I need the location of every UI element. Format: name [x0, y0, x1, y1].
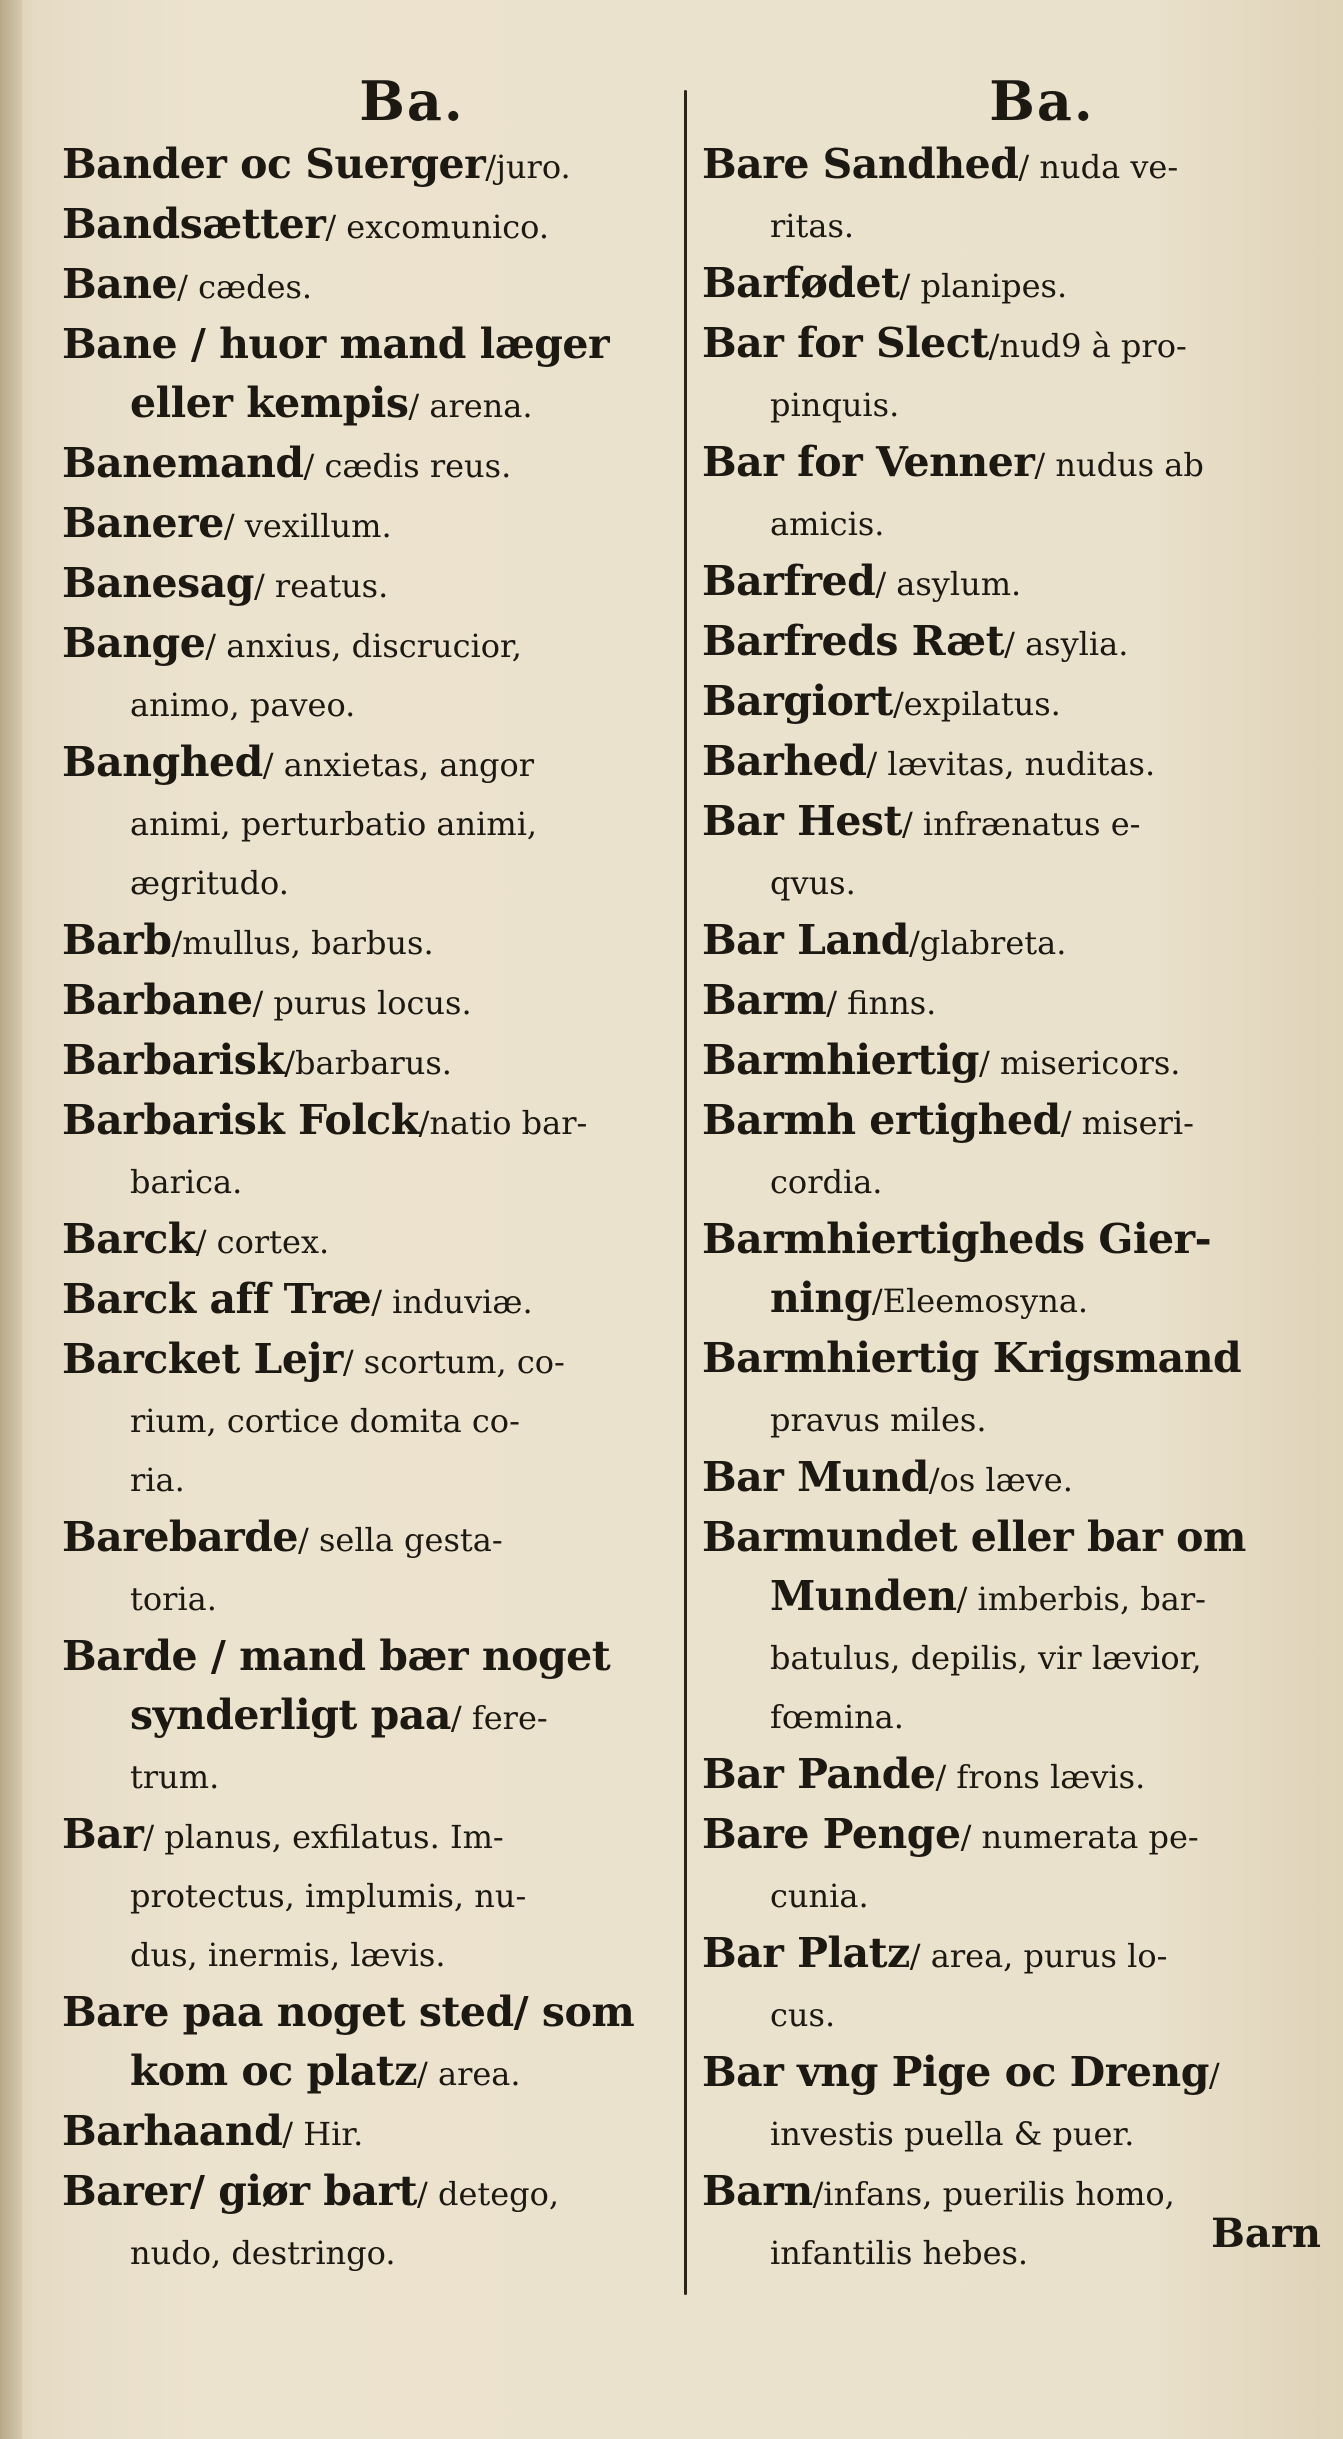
entry-first-line	[702, 611, 1322, 671]
headword: Bar Land	[702, 916, 909, 964]
translation: / scortum, co-	[342, 1343, 565, 1381]
headword: Bane	[62, 260, 178, 308]
headword: Bange	[62, 619, 206, 667]
dictionary-entry	[62, 1030, 682, 1090]
headword: Bar Mund	[702, 1453, 929, 1501]
entry-first-line	[702, 134, 1322, 194]
translation: /glabreta.	[908, 924, 1067, 962]
entry-continuation-line	[702, 492, 1322, 551]
right-column-header: Ba.	[989, 69, 1095, 133]
translation: / misericors.	[978, 1044, 1181, 1082]
headword-continuation: synderligt paa	[130, 1691, 451, 1739]
translation-continuation: cus.	[770, 1996, 836, 2034]
translation: /expilatus.	[892, 685, 1061, 723]
translation: /	[1208, 2056, 1220, 2094]
headword: Barbarisk	[62, 1036, 285, 1084]
headword: Bar for Venner	[702, 438, 1035, 486]
entry-first-line	[62, 1507, 682, 1567]
entry-first-line	[62, 1329, 682, 1389]
translation-continuation: /Eleemosyna.	[871, 1282, 1089, 1320]
entry-continuation-line	[702, 1150, 1322, 1209]
entry-continuation-line	[62, 851, 682, 910]
translation-continuation: protectus, implumis, nu-	[130, 1877, 527, 1915]
translation: / nuda ve-	[1018, 148, 1179, 186]
headword: Bar for Slect	[702, 319, 989, 367]
dictionary-entry	[62, 1982, 682, 2101]
entry-first-line	[62, 254, 682, 314]
dictionary-entry	[702, 1090, 1322, 1209]
dictionary-entry	[702, 1030, 1322, 1090]
dictionary-entry	[62, 134, 682, 194]
dictionary-entry	[702, 1447, 1322, 1507]
translation-continuation: pinquis.	[770, 386, 900, 424]
entry-first-line	[702, 731, 1322, 791]
headword: Barfødet	[702, 259, 900, 307]
translation: /nud9 à pro-	[988, 327, 1187, 365]
headword: Barde / mand bær noget	[62, 1632, 611, 1680]
dictionary-entry	[62, 613, 682, 732]
translation: / Hir.	[282, 2115, 364, 2153]
translation: / cortex.	[195, 1223, 330, 1261]
dictionary-entry	[702, 1744, 1322, 1804]
entry-first-line	[702, 2042, 1322, 2102]
entry-continuation-line	[62, 1448, 682, 1507]
entry-continuation-line	[62, 1150, 682, 1209]
headword: Bar Pande	[702, 1750, 936, 1798]
entry-first-line	[702, 253, 1322, 313]
translation-continuation: barica.	[130, 1163, 243, 1201]
entry-continuation-line	[62, 1686, 682, 1745]
translation-continuation: qvus.	[770, 864, 856, 902]
entry-continuation-line	[702, 1388, 1322, 1447]
translation: / vexillum.	[223, 507, 392, 545]
translation-continuation: fœmina.	[770, 1698, 904, 1736]
entry-first-line	[702, 791, 1322, 851]
headword-continuation: Munden	[770, 1572, 957, 1620]
entry-continuation-line	[702, 373, 1322, 432]
entry-first-line	[62, 2161, 682, 2221]
translation-continuation: ria.	[130, 1461, 185, 1499]
translation-continuation: dus, inermis, lævis.	[130, 1936, 446, 1974]
left-column	[62, 70, 682, 2280]
translation: / reatus.	[253, 567, 389, 605]
headword: Barfred	[702, 557, 876, 605]
headword: Barhaand	[62, 2107, 283, 2155]
dictionary-entry	[62, 553, 682, 613]
dictionary-entry	[702, 2042, 1322, 2161]
translation: / planus, exfilatus. Im-	[143, 1818, 504, 1856]
dictionary-entry	[702, 1209, 1322, 1328]
entry-first-line	[62, 970, 682, 1030]
headword: Barck	[62, 1215, 196, 1263]
headword: Barb	[62, 916, 172, 964]
headword: Barm	[702, 976, 827, 1024]
entry-continuation-line	[62, 1567, 682, 1626]
headword: Barmundet eller bar om	[702, 1513, 1246, 1561]
headword: Bare Sandhed	[702, 140, 1019, 188]
entry-continuation-line	[702, 1626, 1322, 1685]
dictionary-entry	[62, 314, 682, 433]
dictionary-entry	[702, 970, 1322, 1030]
dictionary-entry	[702, 1507, 1322, 1744]
entry-continuation-line	[62, 2042, 682, 2101]
dictionary-entry	[62, 493, 682, 553]
headword-continuation: eller kempis	[130, 379, 409, 427]
entry-first-line	[62, 134, 682, 194]
translation: /os læve.	[928, 1461, 1073, 1499]
headword: Barbarisk Folck	[62, 1096, 419, 1144]
dictionary-entry	[62, 1626, 682, 1804]
translation-continuation: nudo, destringo.	[130, 2234, 396, 2272]
headword: Bar Platz	[702, 1929, 910, 1977]
entry-continuation-line	[62, 792, 682, 851]
headword: Barck aff Træ	[62, 1275, 372, 1323]
entry-continuation-line	[702, 1269, 1322, 1328]
headword: Banesag	[62, 559, 254, 607]
translation: / miseri-	[1060, 1104, 1194, 1142]
translation-continuation: animi, perturbatio animi,	[130, 805, 538, 843]
entry-continuation-line	[702, 851, 1322, 910]
entry-first-line	[702, 1744, 1322, 1804]
left-entry-list	[62, 134, 682, 2280]
headword-continuation: kom oc platz	[130, 2047, 418, 2095]
entry-first-line	[62, 1804, 682, 1864]
entry-continuation-line	[62, 1864, 682, 1923]
translation: / finns.	[826, 984, 937, 1022]
headword: Bandsætter	[62, 200, 326, 248]
headword: Bare Penge	[702, 1810, 961, 1858]
entry-continuation-line	[62, 2221, 682, 2280]
dictionary-entry	[62, 970, 682, 1030]
entry-first-line	[702, 1209, 1322, 1269]
translation: /juro.	[485, 148, 571, 186]
dictionary-entry	[702, 432, 1322, 551]
entry-first-line	[702, 1447, 1322, 1507]
translation-continuation: pravus miles.	[770, 1401, 987, 1439]
headword: Bar vng Pige oc Dreng	[702, 2048, 1209, 2096]
entry-first-line	[702, 1090, 1322, 1150]
entry-first-line	[62, 2101, 682, 2161]
catchword: Barn	[1211, 2210, 1321, 2257]
dictionary-entry	[62, 254, 682, 314]
page-gutter	[0, 0, 22, 2439]
translation-continuation: toria.	[130, 1580, 217, 1618]
dictionary-entry	[702, 791, 1322, 910]
dictionary-entry	[62, 1090, 682, 1209]
entry-first-line	[702, 313, 1322, 373]
headword: Barn	[702, 2167, 813, 2215]
entry-continuation-line	[62, 673, 682, 732]
headword: Banere	[62, 499, 224, 547]
dictionary-entry	[702, 551, 1322, 611]
translation-continuation: amicis.	[770, 505, 885, 543]
entry-first-line	[702, 970, 1322, 1030]
dictionary-entry	[62, 2101, 682, 2161]
translation: / asylia.	[1004, 625, 1129, 663]
translation-continuation: / arena.	[408, 387, 533, 425]
entry-first-line	[702, 551, 1322, 611]
headword: Bar Hest	[702, 797, 902, 845]
translation: / planipes.	[899, 267, 1068, 305]
dictionary-entry	[62, 433, 682, 493]
entry-first-line	[702, 1507, 1322, 1567]
dictionary-entry	[702, 671, 1322, 731]
headword: Barhed	[702, 737, 867, 785]
headword: Barmh ertighed	[702, 1096, 1061, 1144]
headword: Bargiort	[702, 677, 893, 725]
entry-first-line	[62, 1626, 682, 1686]
headword: Bar	[62, 1810, 144, 1858]
entry-first-line	[62, 194, 682, 254]
translation: / anxietas, angor	[262, 746, 535, 784]
entry-first-line	[62, 433, 682, 493]
translation: /infans, puerilis homo,	[812, 2175, 1175, 2213]
entry-first-line	[702, 1328, 1322, 1388]
dictionary-entry	[702, 611, 1322, 671]
entry-continuation-line	[702, 1685, 1322, 1744]
entry-continuation-line	[702, 2102, 1322, 2161]
entry-first-line	[62, 1030, 682, 1090]
translation: /mullus, barbus.	[171, 924, 434, 962]
translation: / nudus ab	[1034, 446, 1204, 484]
dictionary-entry	[702, 1923, 1322, 2042]
dictionary-entry	[62, 1269, 682, 1329]
translation-continuation: cordia.	[770, 1163, 883, 1201]
translation-continuation: cunia.	[770, 1877, 869, 1915]
translation-continuation: ritas.	[770, 207, 855, 245]
right-column	[702, 70, 1322, 2280]
headword: Banghed	[62, 738, 263, 786]
entry-first-line	[702, 910, 1322, 970]
dictionary-entry	[62, 732, 682, 910]
translation-continuation: animo, paveo.	[130, 686, 356, 724]
headword: Banemand	[62, 439, 304, 487]
entry-continuation-line	[62, 1923, 682, 1982]
dictionary-entry	[702, 1804, 1322, 1923]
translation-continuation: / imberbis, bar-	[956, 1580, 1206, 1618]
translation: /natio bar-	[418, 1104, 588, 1142]
entry-continuation-line	[702, 1567, 1322, 1626]
entry-first-line	[62, 1982, 682, 2042]
entry-continuation-line	[62, 374, 682, 433]
entry-continuation-line	[62, 1745, 682, 1804]
translation: / purus locus.	[252, 984, 472, 1022]
translation: / detego,	[417, 2175, 560, 2213]
dictionary-entry	[62, 1209, 682, 1269]
translation: / sella gesta-	[298, 1521, 503, 1559]
column-divider	[684, 90, 687, 2295]
headword: Barbane	[62, 976, 253, 1024]
translation: / frons lævis.	[935, 1758, 1146, 1796]
translation: / asylum.	[875, 565, 1022, 603]
translation-continuation: / fere-	[450, 1699, 548, 1737]
entry-first-line	[62, 1090, 682, 1150]
entry-continuation-line	[702, 1864, 1322, 1923]
entry-first-line	[62, 732, 682, 792]
dictionary-entry	[702, 253, 1322, 313]
dictionary-entry	[702, 910, 1322, 970]
headword-continuation: ning	[770, 1274, 872, 1322]
entry-first-line	[702, 1923, 1322, 1983]
translation: / anxius, discrucior,	[205, 627, 522, 665]
translation-continuation: investis puella & puer.	[770, 2115, 1135, 2153]
entry-first-line	[702, 671, 1322, 731]
translation: / numerata pe-	[960, 1818, 1199, 1856]
entry-first-line	[62, 314, 682, 374]
headword: Barer/ giør bart	[62, 2167, 417, 2215]
headword: Barmhiertigheds Gier-	[702, 1215, 1212, 1263]
entry-first-line	[702, 1030, 1322, 1090]
translation: / lævitas, nuditas.	[866, 745, 1156, 783]
headword: Barmhiertig	[702, 1036, 979, 1084]
dictionary-entry	[702, 313, 1322, 432]
translation: /barbarus.	[284, 1044, 452, 1082]
entry-first-line	[62, 553, 682, 613]
headword: Bander oc Suerger	[62, 140, 486, 188]
translation-continuation: / area.	[417, 2055, 521, 2093]
translation: / infrænatus e-	[901, 805, 1141, 843]
translation-continuation: ægritudo.	[130, 864, 289, 902]
right-entry-list	[702, 134, 1322, 2280]
translation: / area, purus lo-	[909, 1937, 1168, 1975]
translation: / cædis reus.	[303, 447, 512, 485]
translation-continuation: batulus, depilis, vir lævior,	[770, 1639, 1202, 1677]
headword: Barmhiertig Krigsmand	[702, 1334, 1242, 1382]
translation: / cædes.	[177, 268, 313, 306]
dictionary-entry	[62, 2161, 682, 2280]
entry-first-line	[62, 613, 682, 673]
entry-continuation-line	[62, 1389, 682, 1448]
translation-continuation: rium, cortice domita co-	[130, 1402, 520, 1440]
dictionary-entry	[702, 134, 1322, 253]
headword: Barebarde	[62, 1513, 298, 1561]
translation: / excomunico.	[325, 208, 550, 246]
dictionary-entry	[62, 1804, 682, 1982]
dictionary-entry	[62, 194, 682, 254]
headword: Bare paa noget sted/ som	[62, 1988, 635, 2036]
dictionary-entry	[62, 910, 682, 970]
entry-continuation-line	[702, 1983, 1322, 2042]
headword: Bane / huor mand læger	[62, 320, 610, 368]
dictionary-entry	[62, 1507, 682, 1626]
translation-continuation: trum.	[130, 1758, 220, 1796]
dictionary-entry	[62, 1329, 682, 1507]
headword: Barfreds Ræt	[702, 617, 1005, 665]
entry-continuation-line	[702, 194, 1322, 253]
entry-first-line	[702, 432, 1322, 492]
dictionary-entry	[702, 731, 1322, 791]
headword: Barcket Lejr	[62, 1335, 343, 1383]
dictionary-entry	[702, 1328, 1322, 1447]
entry-first-line	[62, 1269, 682, 1329]
entry-first-line	[702, 1804, 1322, 1864]
translation-continuation: infantilis hebes.	[770, 2234, 1029, 2272]
entry-first-line	[62, 493, 682, 553]
left-column-header: Ba.	[359, 69, 465, 133]
translation: / induviæ.	[371, 1283, 533, 1321]
entry-first-line	[62, 910, 682, 970]
entry-first-line	[62, 1209, 682, 1269]
